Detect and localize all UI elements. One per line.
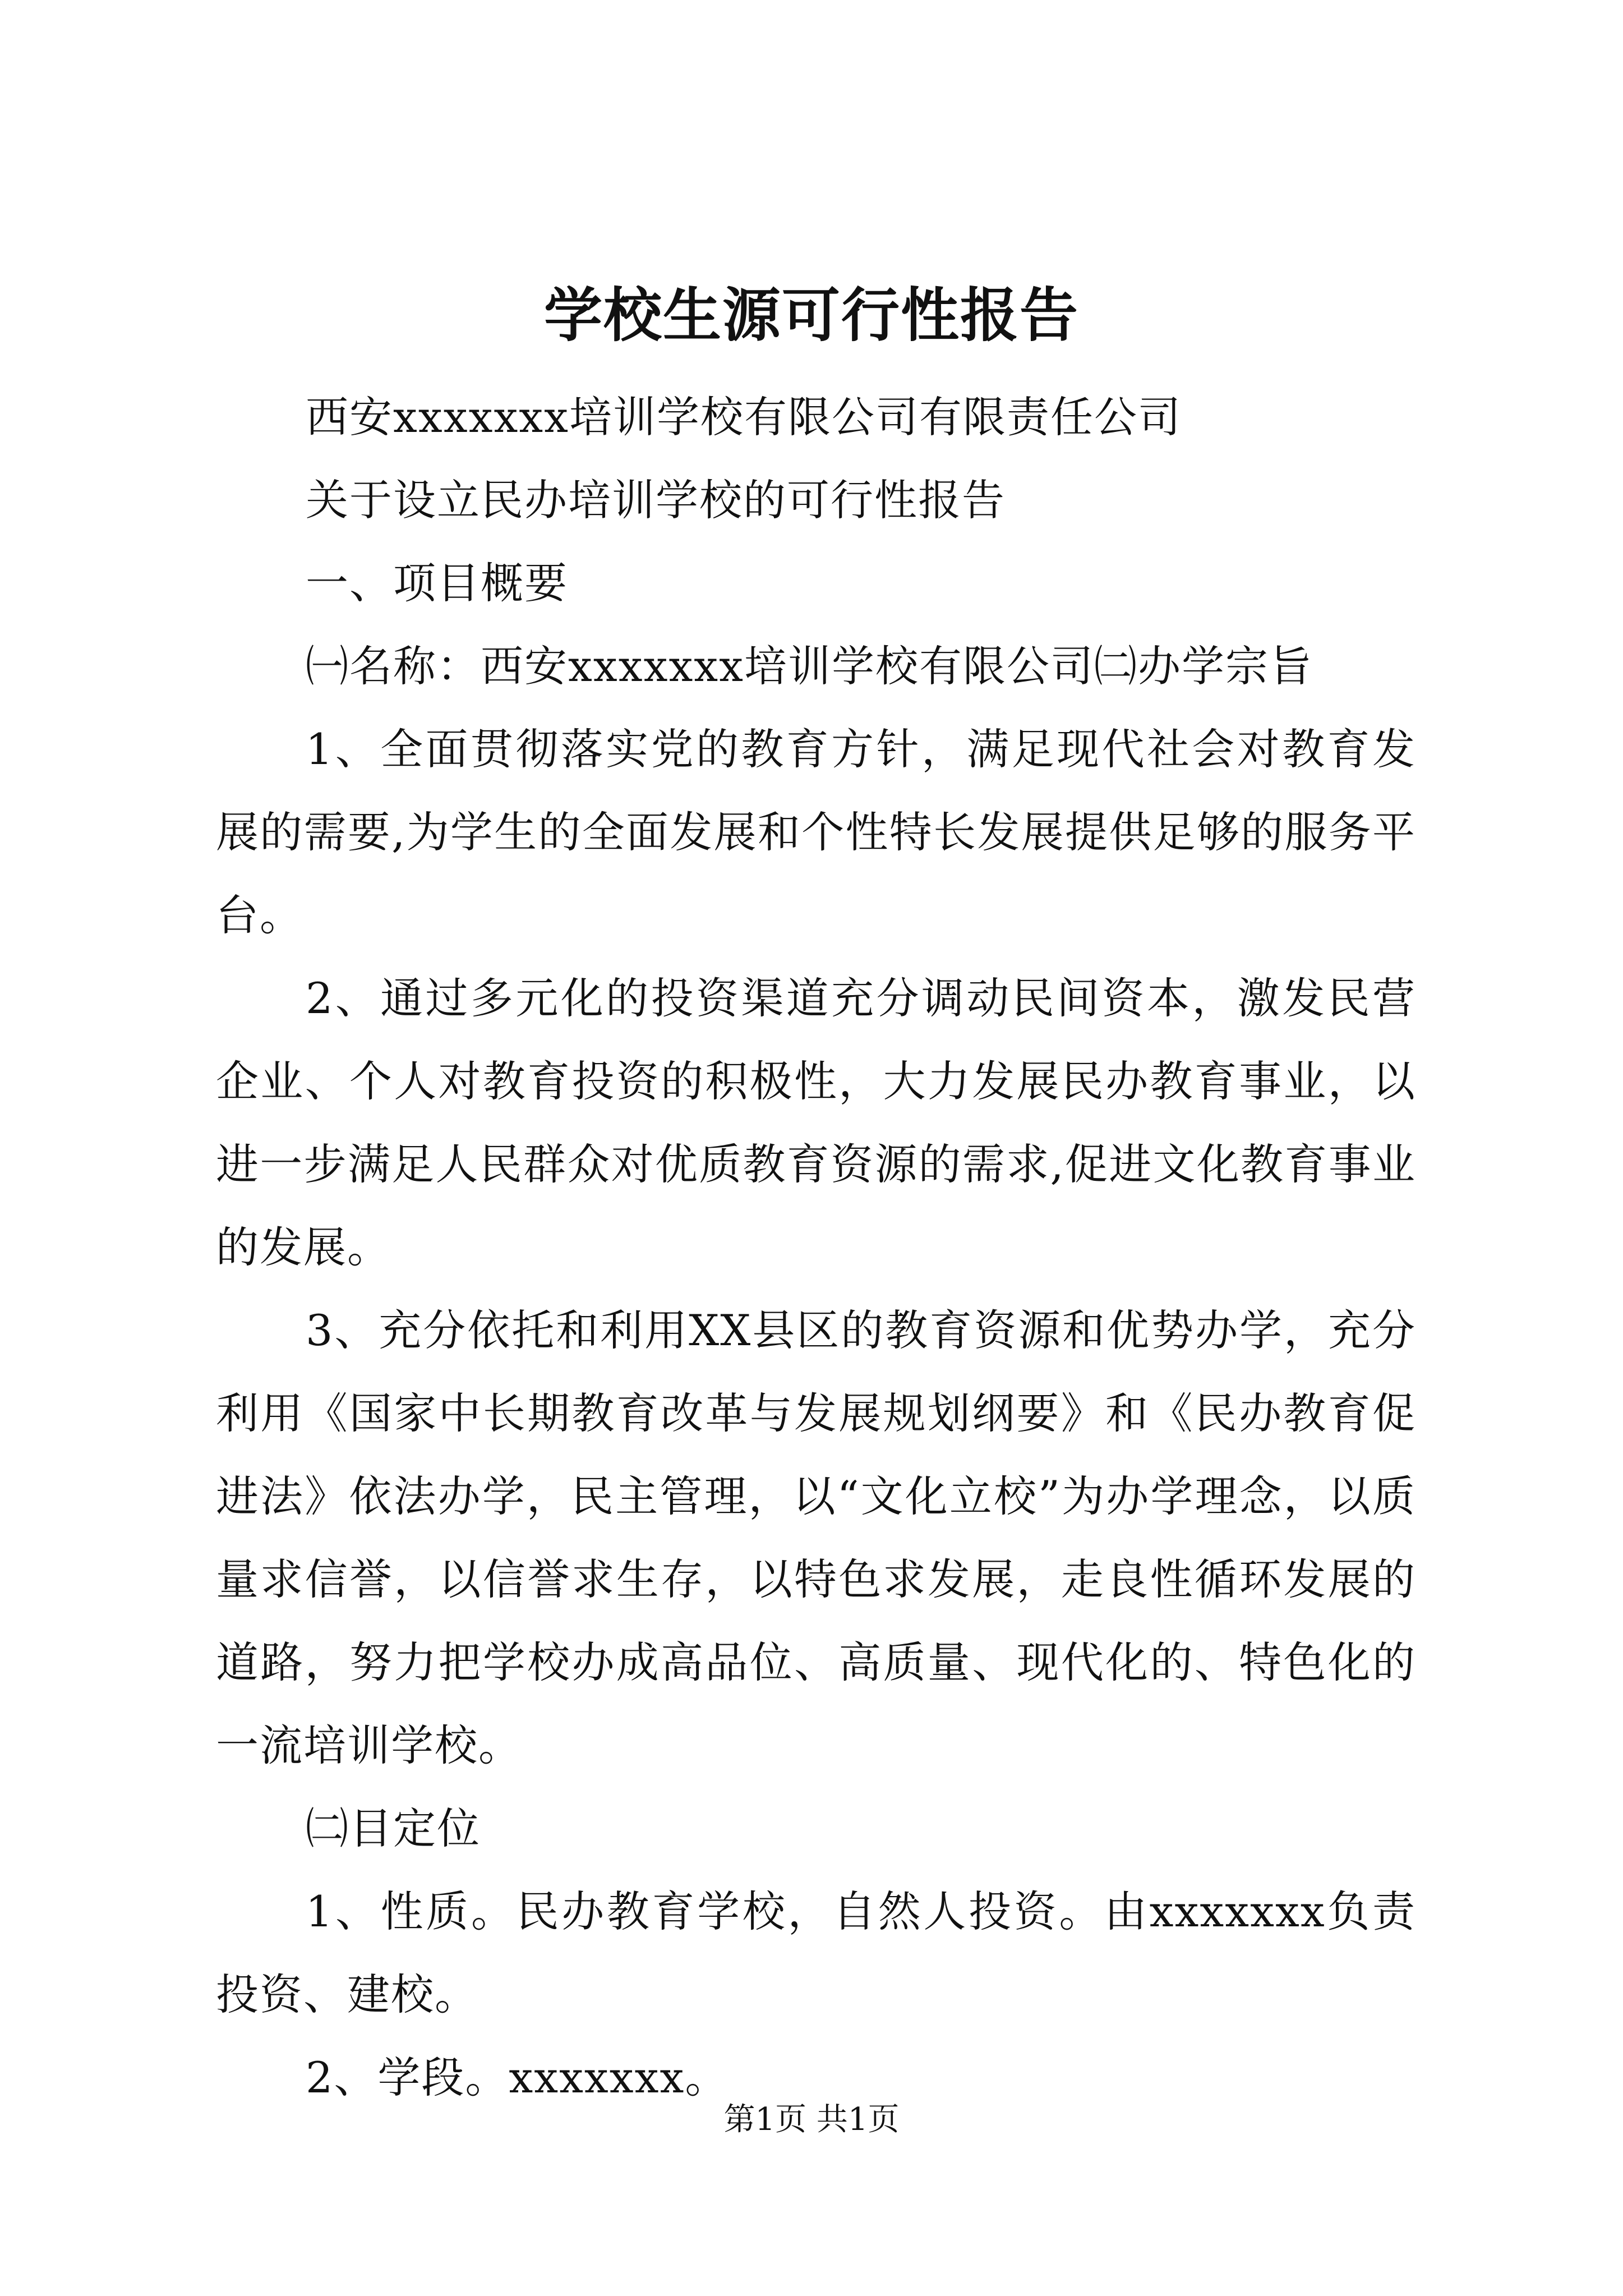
report-subtitle: 关于设立民办培训学校的可行性报告 bbox=[306, 475, 1006, 525]
section-heading-overview: 一、项目概要 bbox=[306, 558, 568, 608]
document-title: 学校生源可行性报告 bbox=[543, 280, 1079, 349]
purpose-item-1: 1、全面贯彻落实党的教育方针，满足现代社会对教育发展的需要,为学生的全面发展和个性特长发展提供足够的服务平台。 bbox=[216, 724, 1416, 940]
document-body bbox=[216, 376, 1416, 2119]
page-number-footer: 第1页 共1页 bbox=[723, 2101, 900, 2138]
purpose-item-3: 3、充分依托和利用XX县区的教育资源和优势办学，充分利用《国家中长期教育改革与发展规划纲要》和《民办教育促进法》依法办学，民主管理，以“文化立校”为办学理念，以质量求信誉，以信誉求生存，以特色求发展，走良性循环发展的道路，努力把学校办成高品位、高质量、现代化的、特色化的一流培训学校。 bbox=[216, 1305, 1416, 1770]
company-name-line: 西安xxxxxxx培训学校有限公司有限责任公司 bbox=[306, 392, 1182, 442]
purpose-item-2: 2、通过多元化的投资渠道充分调动民间资本，激发民营企业、个人对教育投资的积极性，大力发展民办教育事业，以进一步满足人民群众对优质教育资源的需求,促进文化教育事业的发展。 bbox=[216, 973, 1416, 1272]
positioning-item-1: 1、性质。民办教育学校，自然人投资。由xxxxxxx负责投资、建校。 bbox=[216, 1887, 1416, 2019]
positioning-item-2: 2、学段。xxxxxxx。 bbox=[306, 2053, 729, 2102]
positioning-heading: ㈡目定位 bbox=[306, 1803, 481, 1853]
name-and-purpose-line: ㈠名称：西安xxxxxxx培训学校有限公司㈡办学宗旨 bbox=[306, 641, 1313, 691]
